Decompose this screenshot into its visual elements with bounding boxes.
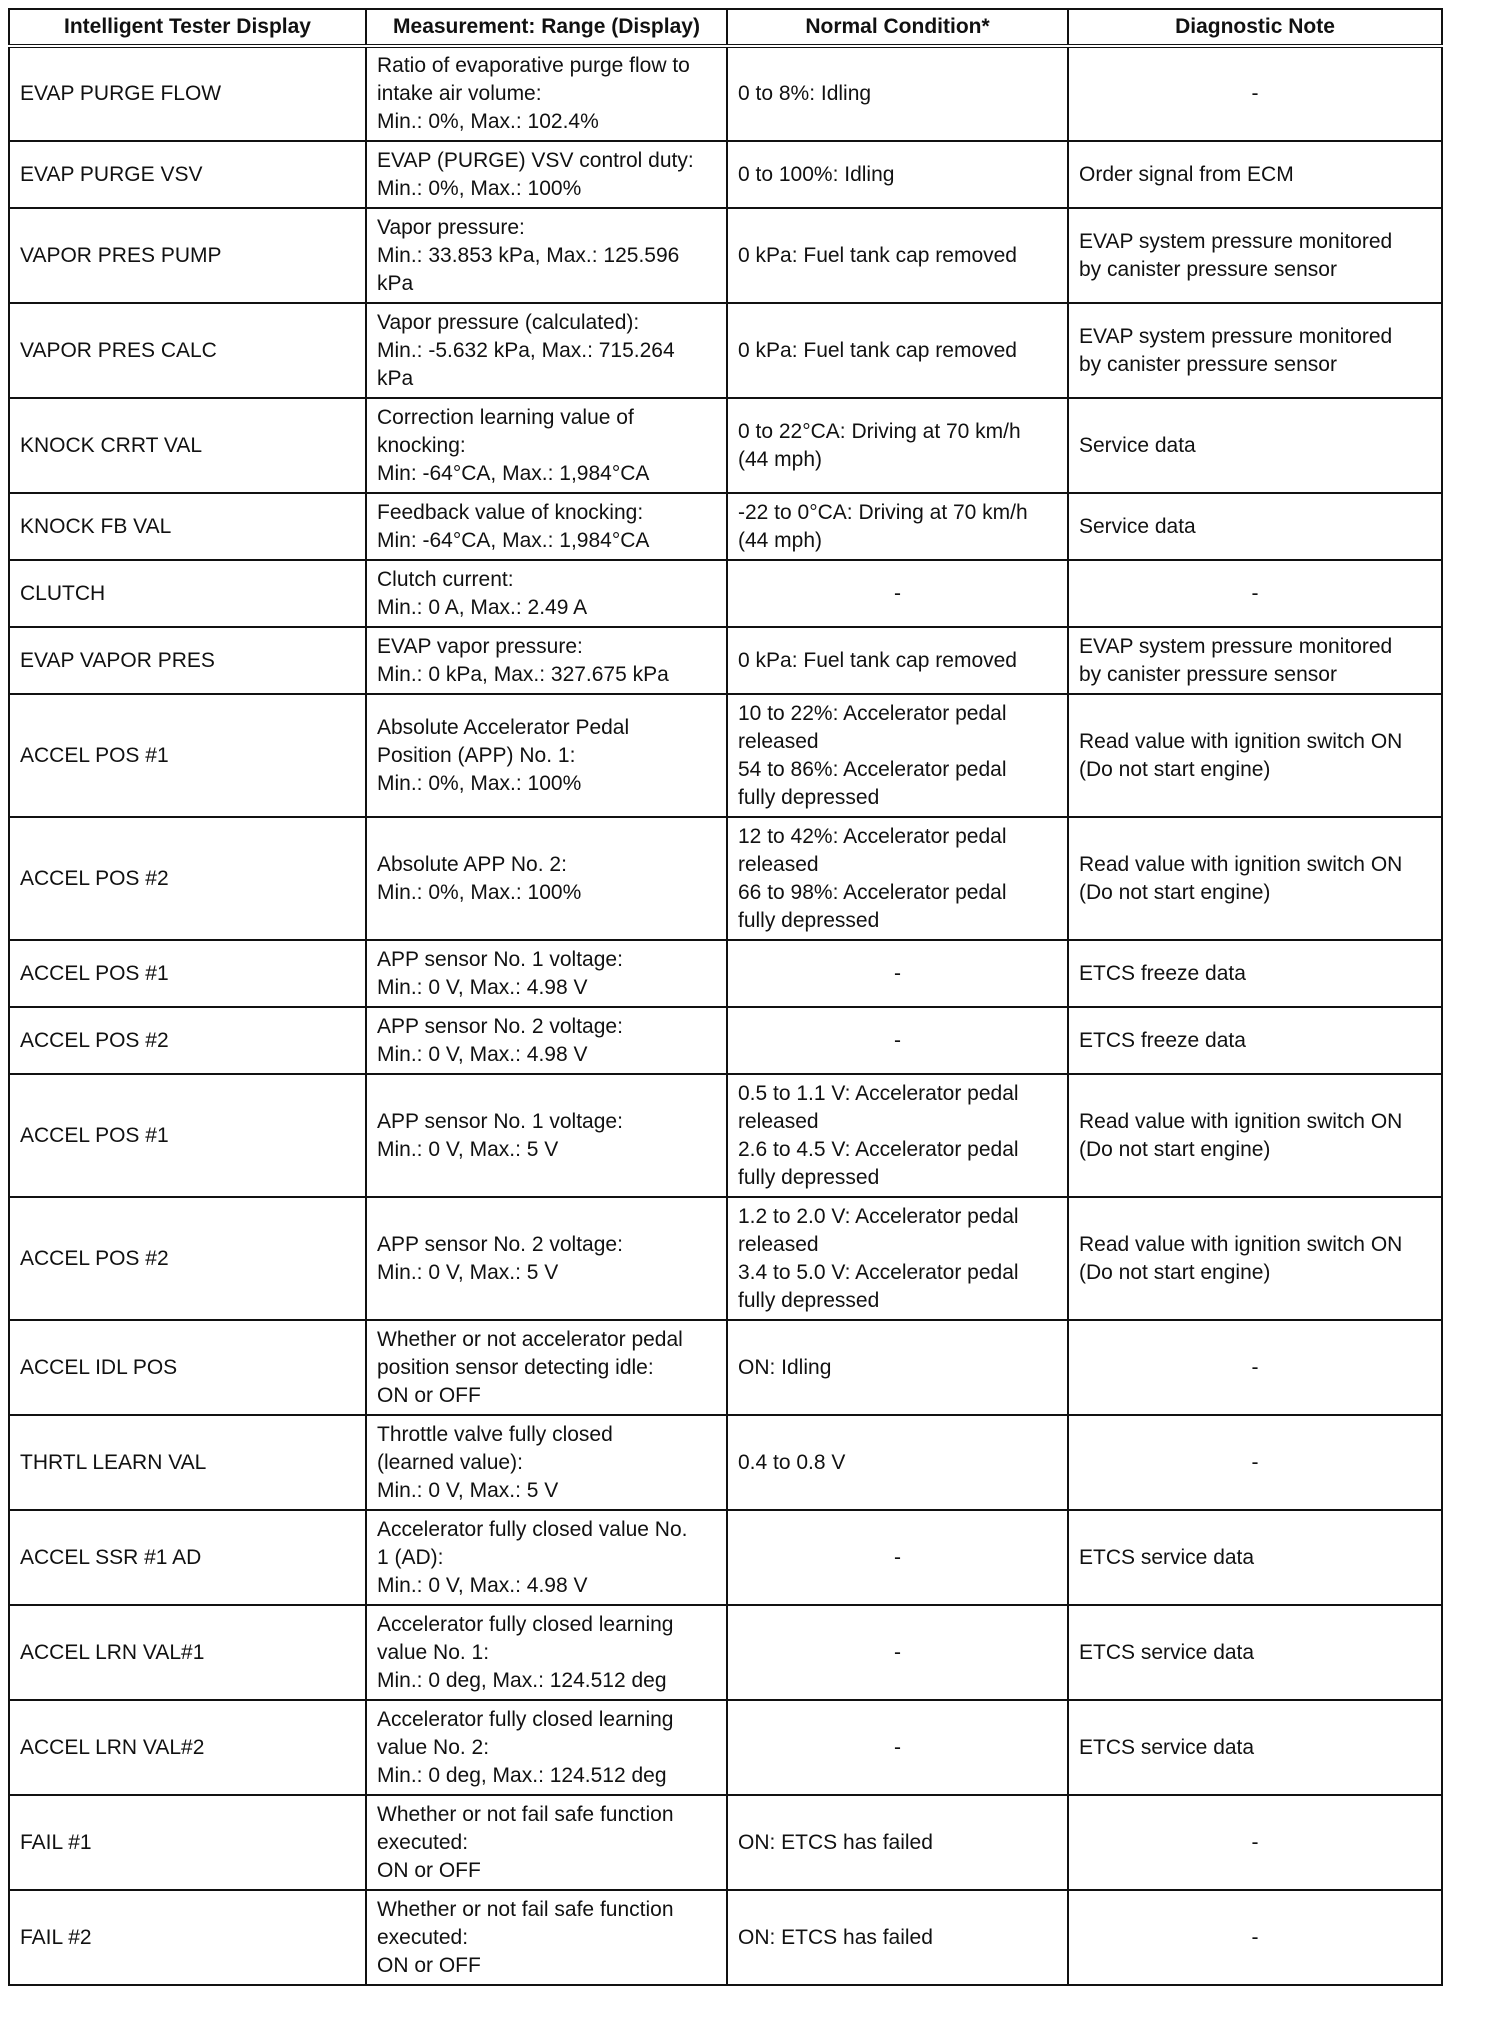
cell-range: Correction learning value of knocking: Min: -64°CA, Max.: 1,984°CA xyxy=(366,398,727,493)
header-diagnostic-note: Diagnostic Note xyxy=(1068,9,1442,46)
table-row xyxy=(9,493,1442,560)
cell-display: ACCEL POS #1 xyxy=(9,1074,366,1197)
cell-range: Whether or not fail safe function executed: ON or OFF xyxy=(366,1795,727,1890)
cell-diagnostic-note: ETCS freeze data xyxy=(1068,1007,1442,1074)
cell-diagnostic-note: ETCS service data xyxy=(1068,1605,1442,1700)
cell-normal-condition: 0 kPa: Fuel tank cap removed xyxy=(727,303,1068,398)
header-display: Intelligent Tester Display xyxy=(9,9,366,46)
cell-diagnostic-note: ETCS freeze data xyxy=(1068,940,1442,1007)
table-row xyxy=(9,1197,1442,1320)
cell-display: CLUTCH xyxy=(9,560,366,627)
cell-range: EVAP (PURGE) VSV control duty: Min.: 0%, Max.: 100% xyxy=(366,141,727,208)
cell-range: Throttle valve fully closed (learned value): Min.: 0 V, Max.: 5 V xyxy=(366,1415,727,1510)
cell-display: THRTL LEARN VAL xyxy=(9,1415,366,1510)
table-row xyxy=(9,817,1442,940)
cell-diagnostic-note: - xyxy=(1068,1795,1442,1890)
table-row xyxy=(9,208,1442,303)
cell-normal-condition: - xyxy=(727,940,1068,1007)
cell-normal-condition: ON: ETCS has failed xyxy=(727,1890,1068,1985)
cell-range: Ratio of evaporative purge flow to intake air volume: Min.: 0%, Max.: 102.4% xyxy=(366,46,727,141)
table-row xyxy=(9,1795,1442,1890)
cell-diagnostic-note: - xyxy=(1068,1415,1442,1510)
cell-diagnostic-note: Read value with ignition switch ON (Do not start engine) xyxy=(1068,1074,1442,1197)
cell-range: Accelerator fully closed learning value No. 2: Min.: 0 deg, Max.: 124.512 deg xyxy=(366,1700,727,1795)
cell-normal-condition: 0.5 to 1.1 V: Accelerator pedal released 2.6 to 4.5 V: Accelerator pedal fully depressed xyxy=(727,1074,1068,1197)
cell-normal-condition: -22 to 0°CA: Driving at 70 km/h (44 mph) xyxy=(727,493,1068,560)
cell-normal-condition: 0 to 100%: Idling xyxy=(727,141,1068,208)
cell-normal-condition: - xyxy=(727,560,1068,627)
table-row xyxy=(9,303,1442,398)
table-row xyxy=(9,1320,1442,1415)
cell-normal-condition: - xyxy=(727,1510,1068,1605)
header-row xyxy=(9,9,1442,46)
cell-range: Whether or not fail safe function executed: ON or OFF xyxy=(366,1890,727,1985)
cell-range: Vapor pressure (calculated): Min.: -5.632 kPa, Max.: 715.264 kPa xyxy=(366,303,727,398)
cell-display: EVAP PURGE VSV xyxy=(9,141,366,208)
cell-diagnostic-note: Service data xyxy=(1068,398,1442,493)
cell-display: FAIL #1 xyxy=(9,1795,366,1890)
table-row xyxy=(9,627,1442,694)
cell-display: ACCEL LRN VAL#2 xyxy=(9,1700,366,1795)
cell-display: ACCEL POS #2 xyxy=(9,1007,366,1074)
cell-diagnostic-note: Read value with ignition switch ON (Do not start engine) xyxy=(1068,694,1442,817)
cell-diagnostic-note: - xyxy=(1068,560,1442,627)
table-row xyxy=(9,1700,1442,1795)
cell-normal-condition: - xyxy=(727,1700,1068,1795)
table-row xyxy=(9,940,1442,1007)
cell-display: EVAP PURGE FLOW xyxy=(9,46,366,141)
table-row xyxy=(9,46,1442,141)
cell-range: Clutch current: Min.: 0 A, Max.: 2.49 A xyxy=(366,560,727,627)
cell-diagnostic-note: Read value with ignition switch ON (Do not start engine) xyxy=(1068,817,1442,940)
table-row xyxy=(9,1415,1442,1510)
cell-display: VAPOR PRES PUMP xyxy=(9,208,366,303)
cell-range: Absolute APP No. 2: Min.: 0%, Max.: 100% xyxy=(366,817,727,940)
table-row xyxy=(9,1890,1442,1985)
table-row xyxy=(9,398,1442,493)
cell-normal-condition: 0 to 22°CA: Driving at 70 km/h (44 mph) xyxy=(727,398,1068,493)
cell-range: APP sensor No. 1 voltage: Min.: 0 V, Max.: 5 V xyxy=(366,1074,727,1197)
cell-normal-condition: 1.2 to 2.0 V: Accelerator pedal released 3.4 to 5.0 V: Accelerator pedal fully depressed xyxy=(727,1197,1068,1320)
cell-diagnostic-note: EVAP system pressure monitored by canister pressure sensor xyxy=(1068,303,1442,398)
cell-display: EVAP VAPOR PRES xyxy=(9,627,366,694)
cell-diagnostic-note: Order signal from ECM xyxy=(1068,141,1442,208)
cell-diagnostic-note: EVAP system pressure monitored by canister pressure sensor xyxy=(1068,208,1442,303)
cell-display: KNOCK CRRT VAL xyxy=(9,398,366,493)
cell-display: ACCEL LRN VAL#1 xyxy=(9,1605,366,1700)
header-range: Measurement: Range (Display) xyxy=(366,9,727,46)
cell-diagnostic-note: ETCS service data xyxy=(1068,1510,1442,1605)
cell-normal-condition: 0 to 8%: Idling xyxy=(727,46,1068,141)
cell-range: APP sensor No. 2 voltage: Min.: 0 V, Max.: 4.98 V xyxy=(366,1007,727,1074)
cell-display: ACCEL POS #1 xyxy=(9,694,366,817)
cell-normal-condition: ON: Idling xyxy=(727,1320,1068,1415)
cell-normal-condition: 0 kPa: Fuel tank cap removed xyxy=(727,208,1068,303)
cell-range: Vapor pressure: Min.: 33.853 kPa, Max.: 125.596 kPa xyxy=(366,208,727,303)
cell-display: ACCEL IDL POS xyxy=(9,1320,366,1415)
cell-display: FAIL #2 xyxy=(9,1890,366,1985)
cell-diagnostic-note: EVAP system pressure monitored by canister pressure sensor xyxy=(1068,627,1442,694)
data-list-table xyxy=(8,8,1443,1986)
cell-display: KNOCK FB VAL xyxy=(9,493,366,560)
header-normal-condition: Normal Condition* xyxy=(727,9,1068,46)
cell-normal-condition: - xyxy=(727,1007,1068,1074)
table-row xyxy=(9,1605,1442,1700)
cell-range: EVAP vapor pressure: Min.: 0 kPa, Max.: 327.675 kPa xyxy=(366,627,727,694)
cell-range: Absolute Accelerator Pedal Position (APP) No. 1: Min.: 0%, Max.: 100% xyxy=(366,694,727,817)
cell-diagnostic-note: ETCS service data xyxy=(1068,1700,1442,1795)
table-row xyxy=(9,1074,1442,1197)
cell-normal-condition: 0.4 to 0.8 V xyxy=(727,1415,1068,1510)
cell-range: APP sensor No. 1 voltage: Min.: 0 V, Max.: 4.98 V xyxy=(366,940,727,1007)
cell-range: Feedback value of knocking: Min: -64°CA, Max.: 1,984°CA xyxy=(366,493,727,560)
cell-normal-condition: ON: ETCS has failed xyxy=(727,1795,1068,1890)
cell-range: Accelerator fully closed learning value No. 1: Min.: 0 deg, Max.: 124.512 deg xyxy=(366,1605,727,1700)
cell-normal-condition: 0 kPa: Fuel tank cap removed xyxy=(727,627,1068,694)
cell-diagnostic-note: Service data xyxy=(1068,493,1442,560)
cell-display: ACCEL POS #2 xyxy=(9,1197,366,1320)
cell-display: ACCEL POS #2 xyxy=(9,817,366,940)
table-row xyxy=(9,141,1442,208)
cell-display: VAPOR PRES CALC xyxy=(9,303,366,398)
cell-range: APP sensor No. 2 voltage: Min.: 0 V, Max.: 5 V xyxy=(366,1197,727,1320)
table-row xyxy=(9,1007,1442,1074)
table-row xyxy=(9,694,1442,817)
cell-diagnostic-note: Read value with ignition switch ON (Do not start engine) xyxy=(1068,1197,1442,1320)
cell-display: ACCEL POS #1 xyxy=(9,940,366,1007)
cell-normal-condition: - xyxy=(727,1605,1068,1700)
table-row xyxy=(9,560,1442,627)
table-row xyxy=(9,1510,1442,1605)
cell-diagnostic-note: - xyxy=(1068,1320,1442,1415)
cell-range: Accelerator fully closed value No. 1 (AD): Min.: 0 V, Max.: 4.98 V xyxy=(366,1510,727,1605)
cell-diagnostic-note: - xyxy=(1068,1890,1442,1985)
cell-range: Whether or not accelerator pedal position sensor detecting idle: ON or OFF xyxy=(366,1320,727,1415)
cell-normal-condition: 12 to 42%: Accelerator pedal released 66 to 98%: Accelerator pedal fully depressed xyxy=(727,817,1068,940)
cell-normal-condition: 10 to 22%: Accelerator pedal released 54 to 86%: Accelerator pedal fully depressed xyxy=(727,694,1068,817)
cell-display: ACCEL SSR #1 AD xyxy=(9,1510,366,1605)
cell-diagnostic-note: - xyxy=(1068,46,1442,141)
